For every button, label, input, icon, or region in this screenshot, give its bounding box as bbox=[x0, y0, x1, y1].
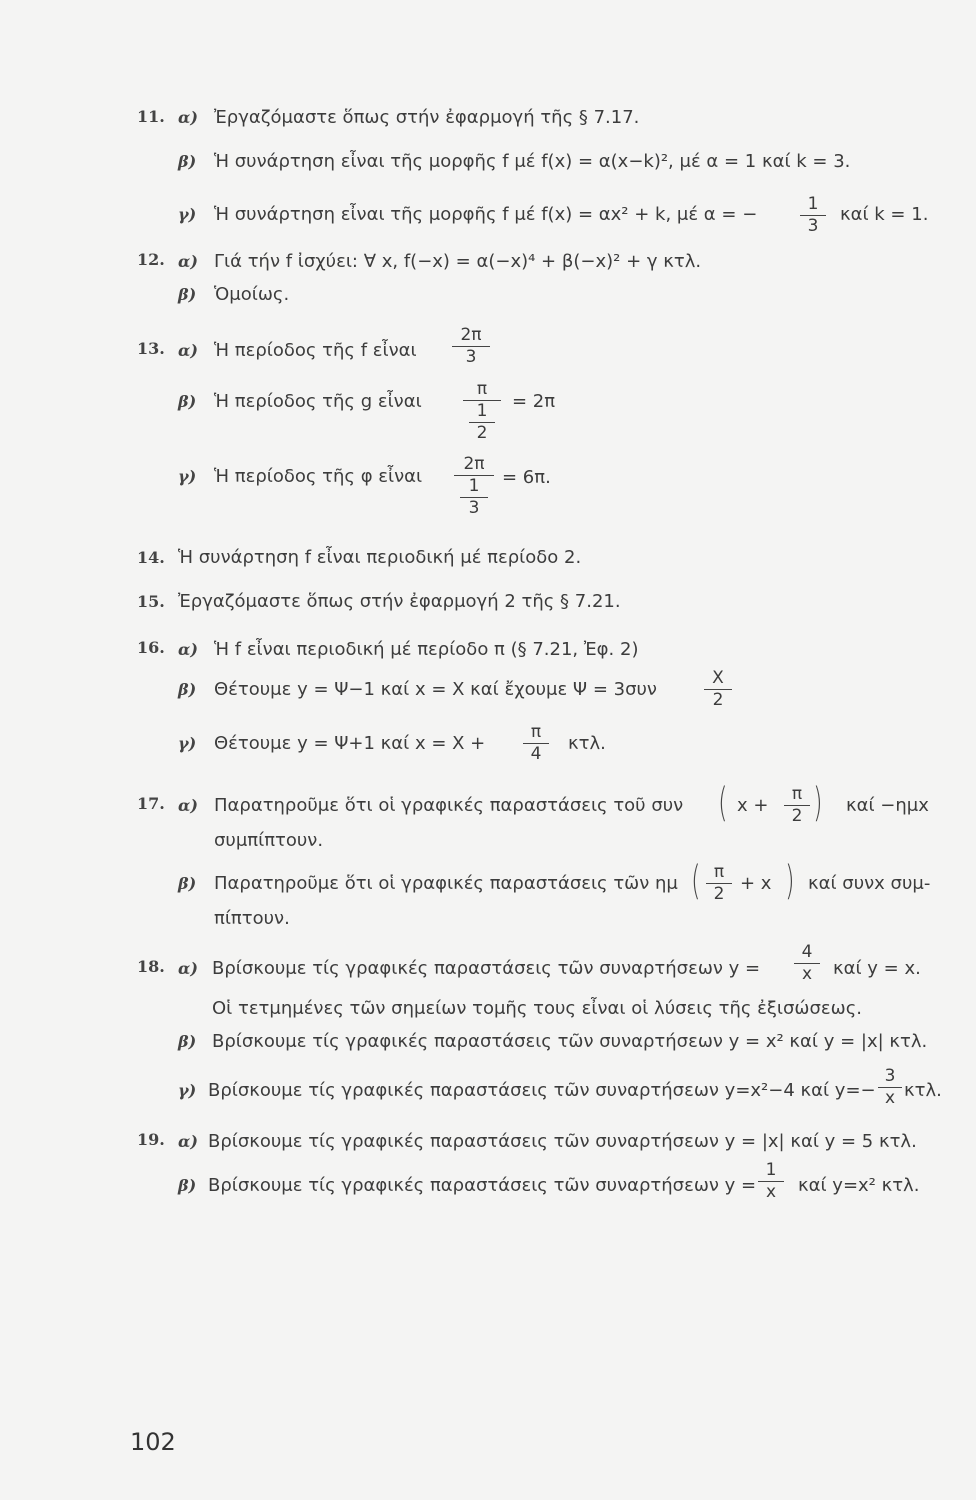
right-paren: ) bbox=[785, 858, 795, 904]
item-11c-text: Ἡ συνάρτηση εἶναι τῆς μορφῆς f μέ f(x) = αx² + k, μέ α = − bbox=[214, 204, 758, 225]
item-18a-continued: Οἱ τετμημένες τῶν σημείων τομῆς τους εἶναι οἱ λύσεις τῆς ἐξισώσεως. bbox=[212, 998, 862, 1019]
label-a: α) bbox=[178, 640, 198, 659]
item-13c-text: Ἡ περίοδος τῆς φ εἶναι bbox=[214, 466, 423, 487]
numerator: 2π bbox=[460, 325, 482, 345]
item-17b-tail: καί συνx συμ- bbox=[808, 873, 931, 894]
fraction bbox=[794, 944, 820, 983]
denominator: 2 bbox=[784, 805, 810, 825]
numerator: π bbox=[476, 379, 488, 399]
item-18a-text: Βρίσκουμε τίς γραφικές παραστάσεις τῶν συναρτήσεων y = bbox=[212, 958, 761, 979]
item-number: 12. bbox=[137, 250, 165, 269]
label-a: α) bbox=[178, 959, 198, 978]
denominator: x bbox=[878, 1087, 902, 1107]
page-number: 102 bbox=[130, 1428, 176, 1456]
label-b: β) bbox=[178, 152, 197, 171]
denominator: 3 bbox=[452, 346, 490, 366]
item-19a-text: Βρίσκουμε τίς γραφικές παραστάσεις τῶν συναρτήσεων y = |x| καί y = 5 κτλ. bbox=[208, 1131, 917, 1152]
item-19b-text: Βρίσκουμε τίς γραφικές παραστάσεις τῶν συναρτήσεων y = bbox=[208, 1175, 757, 1196]
fraction bbox=[878, 1068, 902, 1107]
fraction bbox=[758, 1162, 784, 1201]
item-13b-result: = 2π bbox=[512, 391, 556, 412]
fraction bbox=[523, 724, 549, 763]
label-c: γ) bbox=[178, 467, 197, 486]
inner-fraction bbox=[454, 475, 494, 517]
item-11b-text: Ἡ συνάρτηση εἶναι τῆς μορφῆς f μέ f(x) = α(x−k)², μέ α = 1 καί k = 3. bbox=[214, 151, 851, 172]
item-12a-text: Γιά τήν f ἰσχύει: ∀ x, f(−x) = α(−x)⁴ + β(−x)² + γ κτλ. bbox=[214, 251, 702, 272]
item-number: 17. bbox=[137, 794, 165, 813]
inner-denominator: 2 bbox=[469, 422, 495, 442]
item-17b-text: Παρατηροῦμε ὅτι οἱ γραφικές παραστάσεις τῶν ημ bbox=[214, 873, 678, 894]
paren-inner: + x bbox=[740, 873, 772, 894]
item-16c-tail: κτλ. bbox=[568, 733, 606, 754]
item-number: 19. bbox=[137, 1130, 165, 1149]
item-17a-tail: καί −ημx bbox=[846, 795, 929, 816]
item-number: 13. bbox=[137, 339, 165, 358]
item-number: 14. bbox=[137, 548, 165, 567]
item-16b-text: Θέτουμε y = Ψ−1 καί x = X καί ἔχουμε Ψ = 3συν bbox=[214, 679, 657, 700]
left-paren: ( bbox=[718, 780, 728, 826]
item-16c-text: Θέτουμε y = Ψ+1 καί x = X + bbox=[214, 733, 486, 754]
numerator: 2π bbox=[463, 454, 485, 474]
item-17a-text: Παρατηροῦμε ὅτι οἱ γραφικές παραστάσεις τοῦ συν bbox=[214, 795, 684, 816]
item-13b-text: Ἡ περίοδος τῆς g εἶναι bbox=[214, 391, 422, 412]
compound-fraction bbox=[463, 381, 501, 442]
label-b: β) bbox=[178, 285, 197, 304]
fraction bbox=[706, 864, 732, 903]
item-number: 16. bbox=[137, 638, 165, 657]
item-13c-result: = 6π. bbox=[502, 467, 551, 488]
numerator: X bbox=[712, 668, 724, 688]
denominator: 2 bbox=[704, 689, 732, 709]
denominator: 2 bbox=[706, 883, 732, 903]
label-a: α) bbox=[178, 108, 198, 127]
label-b: β) bbox=[178, 874, 197, 893]
label-a: α) bbox=[178, 341, 198, 360]
label-c: γ) bbox=[178, 1081, 197, 1100]
item-number: 15. bbox=[137, 592, 165, 611]
item-17a-continued: συμπίπτουν. bbox=[214, 830, 324, 851]
numerator: π bbox=[713, 862, 725, 882]
numerator: π bbox=[530, 722, 542, 742]
label-b: β) bbox=[178, 680, 197, 699]
label-a: α) bbox=[178, 1132, 198, 1151]
numerator: 4 bbox=[801, 942, 813, 962]
numerator: 1 bbox=[765, 1160, 777, 1180]
item-number: 18. bbox=[137, 957, 165, 976]
item-18c-tail: κτλ. bbox=[904, 1080, 942, 1101]
item-18a-tail: καί y = x. bbox=[833, 958, 921, 979]
fraction bbox=[452, 327, 490, 366]
item-14-text: Ἡ συνάρτηση f εἶναι περιοδική μέ περίοδο 2. bbox=[178, 547, 582, 568]
denominator: 3 bbox=[800, 215, 826, 235]
item-15-text: Ἐργαζόμαστε ὅπως στήν ἐφαρμογή 2 τῆς § 7.21. bbox=[178, 591, 621, 612]
label-c: γ) bbox=[178, 734, 197, 753]
item-19b-tail: καί y=x² κτλ. bbox=[798, 1175, 920, 1196]
inner-numerator: 1 bbox=[468, 476, 480, 496]
denominator: x bbox=[758, 1181, 784, 1201]
item-11c-tail: καί k = 1. bbox=[840, 204, 929, 225]
item-18c-text: Βρίσκουμε τίς γραφικές παραστάσεις τῶν συναρτήσεων y=x²−4 καί y=− bbox=[208, 1080, 876, 1101]
numerator: π bbox=[791, 784, 803, 804]
inner-numerator: 1 bbox=[476, 401, 488, 421]
item-number: 11. bbox=[137, 107, 165, 126]
denominator: 4 bbox=[523, 743, 549, 763]
label-b: β) bbox=[178, 1176, 197, 1195]
item-16a-text: Ἡ f εἶναι περιοδική μέ περίοδο π (§ 7.21, Ἐφ. 2) bbox=[214, 639, 639, 660]
label-a: α) bbox=[178, 796, 198, 815]
numerator: 1 bbox=[807, 194, 819, 214]
right-paren: ) bbox=[813, 780, 823, 826]
fraction bbox=[800, 196, 826, 235]
item-18b-text: Βρίσκουμε τίς γραφικές παραστάσεις τῶν συναρτήσεων y = x² καί y = |x| κτλ. bbox=[212, 1031, 928, 1052]
label-c: γ) bbox=[178, 205, 197, 224]
item-11a-text: Ἐργαζόμαστε ὅπως στήν ἐφαρμογή τῆς § 7.17. bbox=[214, 107, 640, 128]
item-17b-continued: πίπτουν. bbox=[214, 908, 290, 929]
label-b: β) bbox=[178, 392, 197, 411]
item-13a-text: Ἡ περίοδος τῆς f εἶναι bbox=[214, 340, 417, 361]
label-a: α) bbox=[178, 252, 198, 271]
fraction bbox=[704, 670, 732, 709]
item-12b-text: Ὁμοίως. bbox=[214, 284, 290, 305]
paren-inner: x + bbox=[737, 795, 769, 816]
denominator: x bbox=[794, 963, 820, 983]
label-b: β) bbox=[178, 1032, 197, 1051]
numerator: 3 bbox=[884, 1066, 896, 1086]
inner-denominator: 3 bbox=[460, 497, 488, 517]
left-paren: ( bbox=[691, 858, 701, 904]
fraction bbox=[784, 786, 810, 825]
inner-fraction bbox=[463, 400, 501, 442]
compound-fraction bbox=[454, 456, 494, 517]
